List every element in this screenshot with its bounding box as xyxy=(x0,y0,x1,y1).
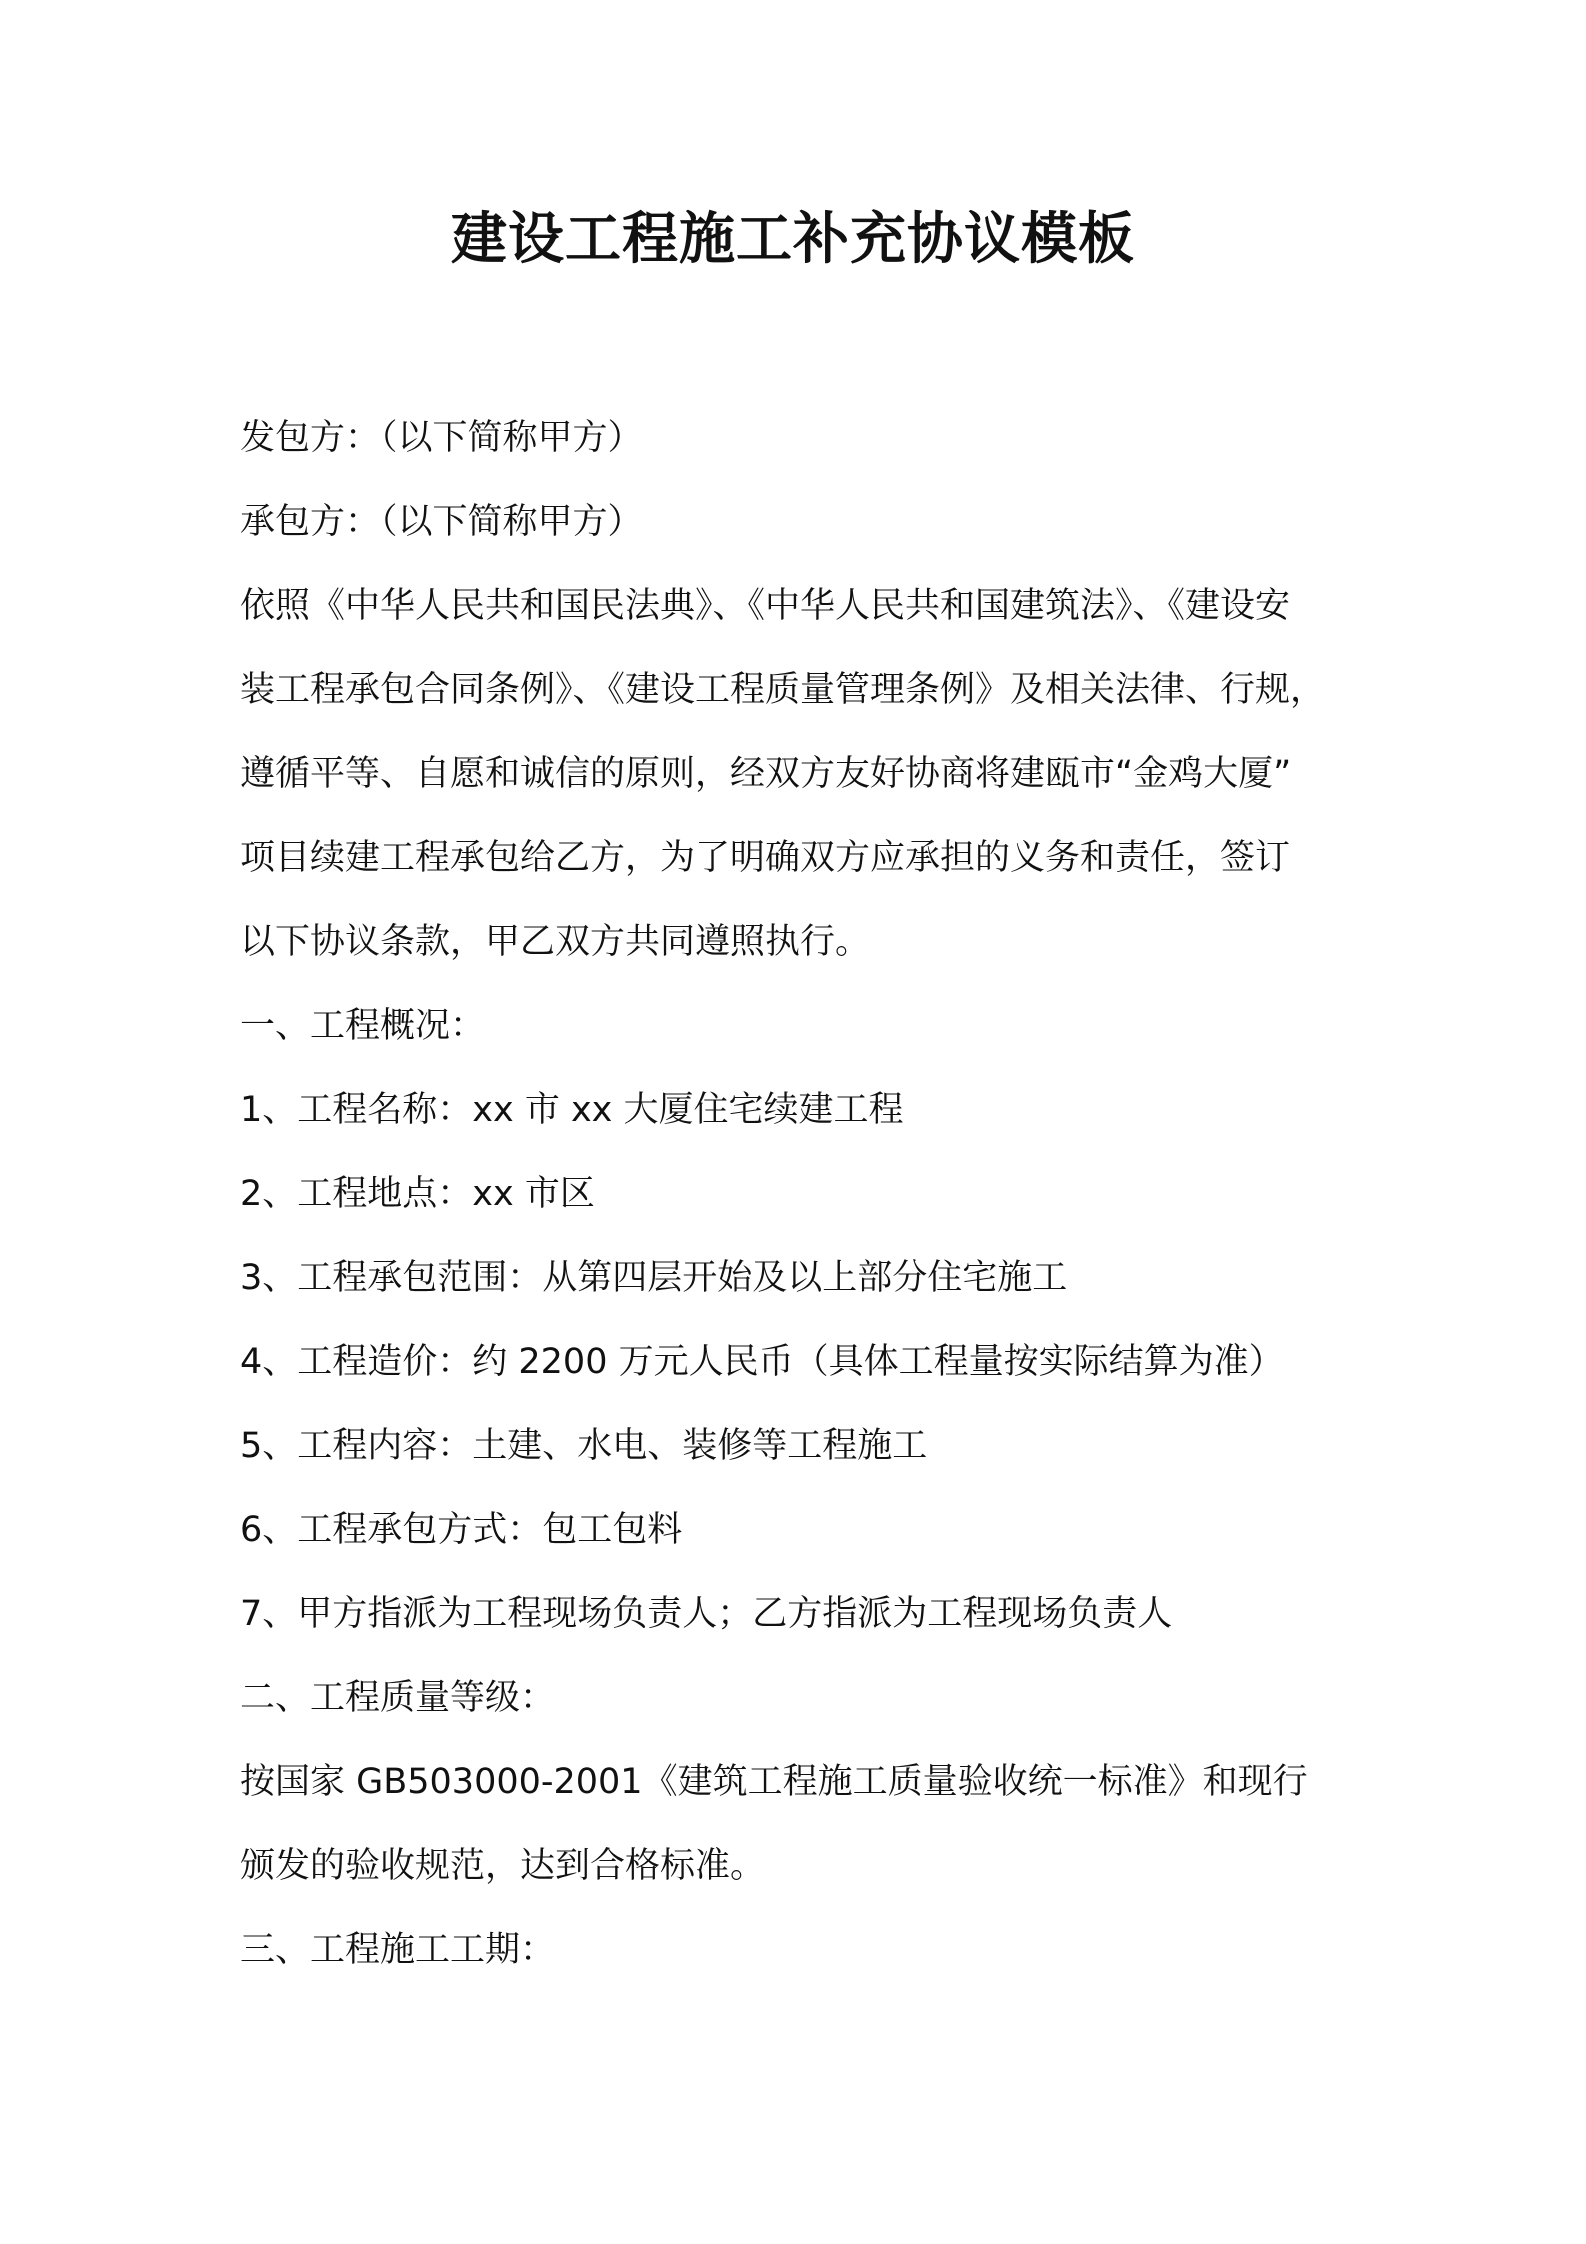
list-item: 6、工程承包方式：包工包料 xyxy=(240,1510,683,1550)
paragraph-line: 按国家 GB503000-2001《建筑工程施工质量验收统一标准》和现行 xyxy=(240,1762,1308,1802)
preamble-line: 项目续建工程承包给乙方，为了明确双方应承担的义务和责任，签订 xyxy=(240,838,1291,878)
preamble-line: 以下协议条款，甲乙双方共同遵照执行。 xyxy=(240,922,871,962)
section-heading: 三、工程施工工期： xyxy=(240,1930,556,1970)
document-body xyxy=(240,396,1360,1992)
preamble-line: 装工程承包合同条例》、《建设工程质量管理条例》及相关法律、行规， xyxy=(240,670,1326,710)
party-b-line: 承包方：（以下简称甲方） xyxy=(240,502,643,542)
preamble-line: 遵循平等、自愿和诚信的原则，经双方友好协商将建瓯市“金鸡大厦” xyxy=(240,754,1292,794)
list-item: 3、工程承包范围：从第四层开始及以上部分住宅施工 xyxy=(240,1258,1068,1298)
list-item: 2、工程地点：xx 市区 xyxy=(240,1174,595,1214)
list-item: 5、工程内容：土建、水电、装修等工程施工 xyxy=(240,1426,928,1466)
document-title: 建设工程施工补充协议模板 xyxy=(451,207,1135,272)
section-heading: 一、工程概况： xyxy=(240,1006,486,1046)
list-item: 7、甲方指派为工程现场负责人；乙方指派为工程现场负责人 xyxy=(240,1594,1173,1634)
list-item: 1、工程名称：xx 市 xx 大厦住宅续建工程 xyxy=(240,1090,904,1130)
list-item: 4、工程造价：约 2200 万元人民币（具体工程量按实际结算为准） xyxy=(240,1342,1284,1382)
party-a-line: 发包方：（以下简称甲方） xyxy=(240,418,643,458)
section-heading: 二、工程质量等级： xyxy=(240,1678,556,1718)
paragraph-line: 颁发的验收规范，达到合格标准。 xyxy=(240,1846,766,1886)
preamble-line: 依照《中华人民共和国民法典》、《中华人民共和国建筑法》、《建设安 xyxy=(240,586,1291,626)
